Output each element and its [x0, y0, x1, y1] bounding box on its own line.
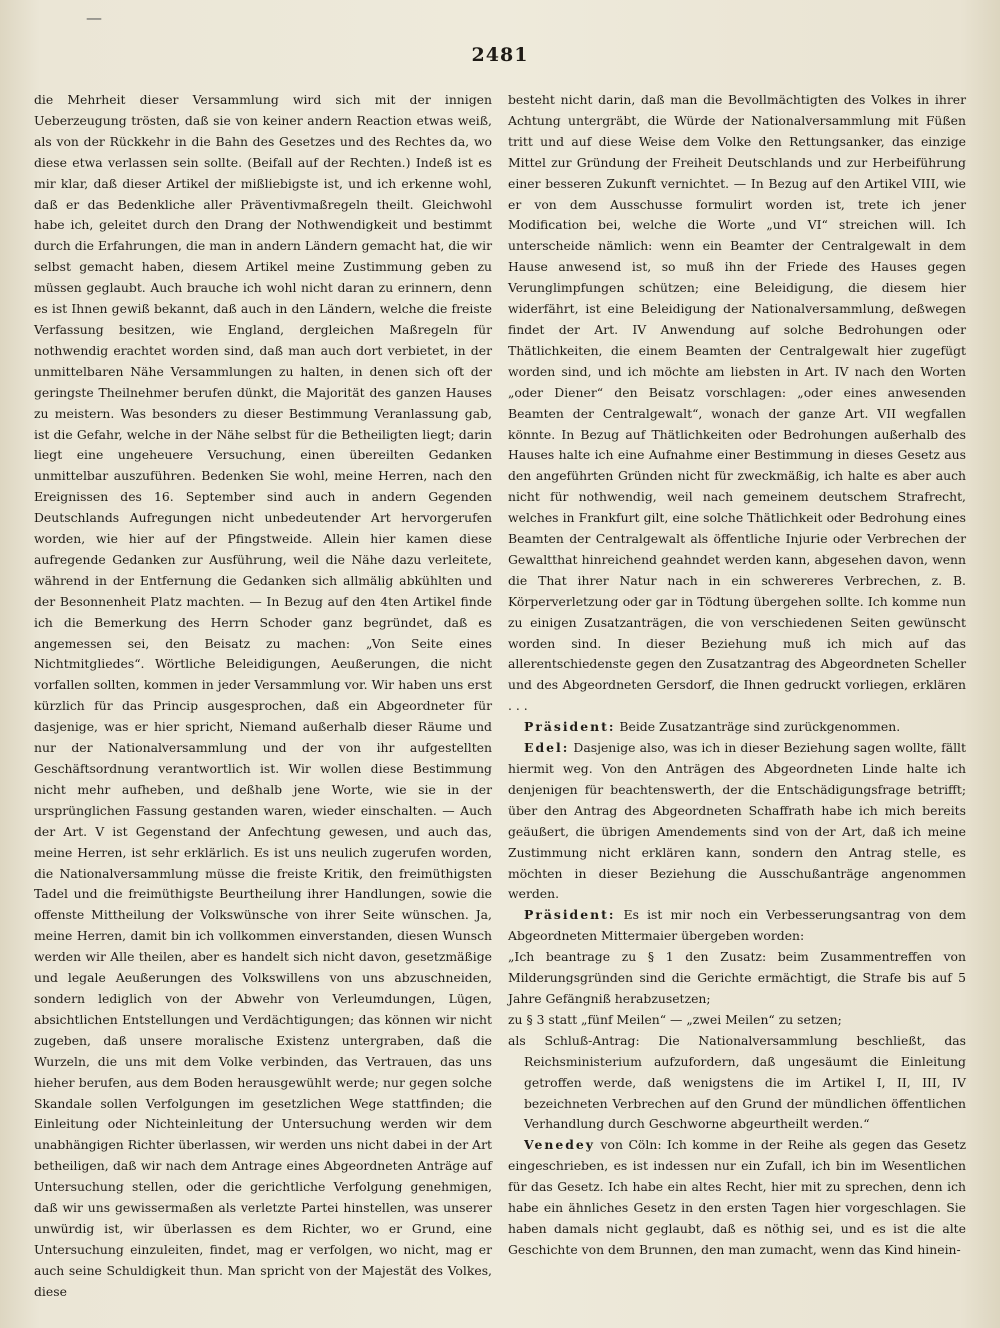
- speaker-name: Edel:: [524, 740, 570, 756]
- praesident-statement-2: [508, 905, 966, 947]
- motion-item-3: als Schluß-Antrag: Die Nationalversammlung beschließt, das Reichsministerium aufzufordern, daß ungesäumt die Einleitung getroffen werde, daß wenigstens die im Artikel I, II, III, IV bezeichneten Verbrechen auf den Grund der mündlichen öffentlichen Verhandlung durch Geschworne abgeurtheilt werden.“: [508, 1032, 966, 1132]
- statement-text: Beide Zusatzanträge sind zurückgenommen.: [619, 719, 901, 735]
- statement-text: Es ist mir noch ein Verbesserungsantrag von dem Abgeordneten Mittermaier übergeben worden:: [508, 907, 966, 944]
- speaker-name: Venedey: [524, 1137, 595, 1153]
- motion-item-2: zu § 3 statt „fünf Meilen“ — „zwei Meilen“ zu setzen;: [508, 1011, 842, 1027]
- edel-statement: [508, 738, 966, 905]
- speaker-name: Präsident:: [524, 719, 616, 735]
- speaker-name: Präsident:: [524, 907, 616, 923]
- venedey-statement: [508, 1135, 966, 1260]
- right-paragraph-1: besteht nicht darin, daß man die Bevollmächtigten des Volkes in ihrer Achtung untergräbt, die Würde der Nationalversammlung mit Füßen tritt und auf diese Weise dem Volke den Rettungsanker, das einzige Mittel zur Gründung der Freiheit Deutschlands und zur Herbeiführung einer besseren Zukunft vernichtet. — In Bezug auf den Artikel VIII, wie er von dem Ausschusse formulirt worden ist, trete ich jener Modification bei, welche die Worte „und VI“ streichen will. Ich unterscheide nämlich: wenn ein Beamter der Centralgewalt in dem Hause anwesend ist, so muß ihn der Friede des Hauses gegen Verunglimpfungen schützen; eine Beleidigung, die diesem hier widerfährt, ist eine Beleidigung der Nationalversammlung, deßwegen findet der Art. IV Anwendung auf solche Bedrohungen oder Thätlichkeiten, die einem Beamten der Centralgewalt hier zugefügt worden sind, und ich möchte am liebsten in Art. IV nach den Worten „oder Diener“ den Beisatz vorschlagen: „oder eines anwesenden Beamten der Centralgewalt“, wonach der ganze Art. VII wegfallen könnte. In Bezug auf Thätlichkeiten oder Bedrohungen außerhalb des Hauses halte ich eine Aufnahme einer Bestimmung in dieses Gesetz aus den angeführten Gründen nicht für zweckmäßig, ich halte es aber auch nicht für nothwendig, weil nach gemeinem deutschem Strafrecht, welches in Frankfurt gilt, eine solche Thätlichkeit oder Bedrohung eines Beamten der Centralgewalt als öffentliche Injurie oder Verbrechen der Gewaltthat hinreichend geahndet werden kann, abgesehen davon, wenn die That ihrer Natur nach in ein schwereres Verbrechen, z. B. Körperverletzung oder gar in Tödtung übergehen sollte. Ich komme nun zu einigen Zusatzanträgen, die von verschiedenen Seiten gewünscht worden sind. In dieser Beziehung muß ich mich auf das allerentschiedenste gegen den Zusatzantrag des Abgeordneten Scheller und des Abgeordneten Gersdorf, die Ihnen gedruckt vorliegen, erklären . . .: [508, 92, 966, 714]
- page-number: 2481: [471, 44, 529, 66]
- praesident-statement-1: [508, 717, 966, 738]
- right-column: [508, 90, 966, 1261]
- left-column-text: die Mehrheit dieser Versammlung wird sich mit der innigen Ueberzeugung trösten, daß sie von keiner andern Reaction etwas weiß, als von der Rückkehr in die Bahn des Gesetzes und des Rechtes da, wo diese etwa verlassen sein sollte. (Beifall auf der Rechten.) Indeß ist es mir klar, daß dieser Artikel der mißliebigste ist, und ich erkenne wohl, daß er das Bedenkliche aller Präventivmaßregeln theilt. Gleichwohl habe ich, geleitet durch den Drang der Nothwendigkeit und bestimmt durch die Erfahrungen, die man in andern Ländern gemacht hat, die wir selbst gemacht haben, diesem Artikel meine Zustimmung geben zu müssen geglaubt. Auch brauche ich wohl nicht daran zu erinnern, denn es ist Ihnen gewiß bekannt, daß auch in den Ländern, welche die freiste Verfassung besitzen, wie England, dergleichen Maßregeln für nothwendig erachtet worden sind, daß man auch dort verbietet, in der unmittelbaren Nähe Versammlungen zu halten, in denen sich oft der geringste Theilnehmer berufen dünkt, die Majorität des ganzen Hauses zu meistern. Was besonders zu dieser Bestimmung Veranlassung gab, ist die Gefahr, welche in der Nähe selbst für die Betheiligten liegt; darin liegt eine ungeheuere Versuchung, einen übereilten Gedanken unmittelbar auszuführen. Bedenken Sie wohl, meine Herren, nach den Ereignissen des 16. September sind auch in andern Gegenden Deutschlands Aufregungen nicht unbedeutender Art hervorgerufen worden, wie hier auf der Pfingstweide. Allein hier kamen diese aufregende Gedanken zur Ausführung, weil die Nähe dazu verleitete, während in der Entfernung die Gedanken sich allmälig abkühlten und der Besonnenheit Platz machten. — In Bezug auf den 4ten Artikel finde ich die Bemerkung des Herrn Schoder ganz begründet, daß es angemessen sei, den Beisatz zu machen: „Von Seite eines Nichtmitgliedes“. Wörtliche Beleidigungen, Aeußerungen, die nicht vorfallen sollten, kommen in jeder Versammlung vor. Wir haben uns erst kürzlich für das Princip ausgesprochen, daß ein Abgeordneter für dasjenige, was er hier spricht, Niemand außerhalb dieser Räume und nur der Nationalversammlung und der von ihr aufgestellten Geschäftsordnung verantwortlich ist. Wir wollen diese Bestimmung nicht mehr aufheben, und deßhalb jene Worte, wie sie in der ursprünglichen Fassung gestanden waren, wieder einschalten. — Auch der Art. V ist Gegenstand der Anfechtung gewesen, und auch das, meine Herren, ist sehr erklärlich. Es ist uns neulich zugerufen worden, die Nationalversammlung müsse die freiste Kritik, den freimüthigsten Tadel und die freimüthigste Beurtheilung ihrer Handlungen, sowie die offenste Mittheilung der Volkswünsche von ihrer Seite wünschen. Ja, meine Herren, damit bin ich vollkommen einverstanden, diesen Wunsch werden wir Alle theilen, aber es handelt sich nicht davon, gesetzmäßige und legale Aeußerungen des Volkswillens von uns abzuschneiden, sondern lediglich von der Abwehr von Verleumdungen, Lügen, absichtlichen Entstellungen und Verdächtigungen; das können wir nicht zugeben, daß unsere moralische Existenz untergraben, daß die Wurzeln, die uns mit dem Volke verbinden, das Vertrauen, das uns hieher berufen, aus dem Boden herausgewühlt werde; nur gegen solche Skandale sollen Verfolgungen im gesetzlichen Wege stattfinden; die Einleitung oder Nichteinleitung der Untersuchung werden wir dem unabhängigen Richter überlassen, wir werden uns nicht dabei in der Art betheiligen, daß wir nach dem Antrage eines Abgeordneten Anträge auf Untersuchung stellen, oder die gerichtliche Verfolgung genehmigen, daß wir uns gewissermaßen als verletzte Partei hinstellen, was unserer unwürdig ist, wir überlassen es dem Richter, wo er Grund, eine Untersuchung einzuleiten, findet, mag er verfolgen, wo nicht, mag er auch seine Schuldigkeit thun. Man spricht von der Majestät des Volkes, diese: [34, 92, 492, 1299]
- statement-text: Dasjenige also, was ich in dieser Beziehung sagen wollte, fällt hiermit weg. Von den Anträgen des Abgeordneten Linde halte ich denjenigen für beachtenswerth, der die Entschädigungsfrage betrifft; über den Antrag des Abgeordneten Schaffrath habe ich mich bereits geäußert, die übrigen Amendements sind von der Art, daß ich meine Zustimmung nicht erklären kann, sondern den Antrag stelle, es möchten in dieser Beziehung die Ausschußanträge angenommen werden.: [508, 740, 966, 902]
- statement-text: von Cöln: Ich komme in der Reihe als gegen das Gesetz eingeschrieben, es ist indessen nur ein Zufall, ich bin im Wesentlichen für das Gesetz. Ich habe ein altes Recht, hier mit zu sprechen, denn ich habe ein ähnliches Gesetz in den ersten Tagen hier vorgeschlagen. Sie haben damals nicht geglaubt, daß es nöthig sei, und es ist die alte Geschichte von dem Brunnen, den man zumacht, wenn das Kind hinein-: [508, 1137, 966, 1257]
- top-mark: —: [86, 8, 102, 27]
- left-column: [34, 90, 492, 1303]
- motion-item-1: „Ich beantrage zu § 1 den Zusatz: beim Zusammentreffen von Milderungsgründen sind die Gerichte ermächtigt, die Strafe bis auf 5 Jahre Gefängniß herabzusetzen;: [508, 949, 966, 1006]
